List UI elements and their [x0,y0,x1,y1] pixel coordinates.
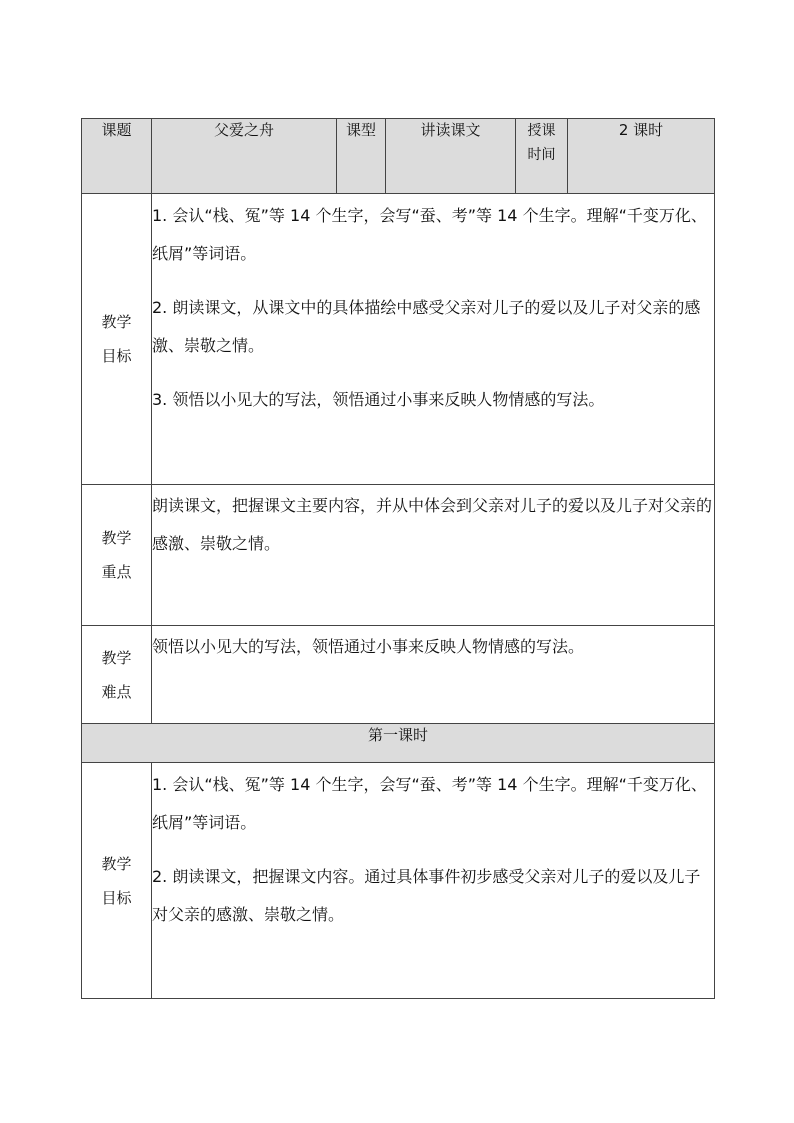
time-label [516,119,568,194]
lesson1-header-row [82,724,715,763]
key-points-label-line2: 重点 [101,563,132,581]
objectives-label [82,194,152,485]
key-points-text: 朗读课文，把握课文主要内容，并从中体会到父亲对儿子的爱以及儿子对父亲的感激、崇敬之情。 [152,496,713,553]
topic-value: 父爱之舟 [152,119,337,194]
topic-label: 课题 [82,119,152,194]
key-points-label-line1: 教学 [101,529,132,547]
time-label-line1: 授课 [527,123,556,139]
lesson-plan-table [81,118,715,999]
lesson1-objectives-content [152,763,715,999]
key-points-label [82,485,152,626]
lesson1-objective-item: 2. 朗读课文，把握课文内容。通过具体事件初步感受父亲对儿子的爱以及儿子对父亲的感激、崇敬之情。 [152,867,701,924]
objectives-row [82,194,715,485]
difficulties-label [82,626,152,724]
lesson1-objective-item: 1. 会认“栈、冤”等 14 个生字，会写“蚕、考”等 14 个生字。理解“千变万化、纸屑”等词语。 [152,775,707,832]
objective-item: 3. 领悟以小见大的写法，领悟通过小事来反映人物情感的写法。 [152,390,605,409]
time-label-line2: 时间 [527,147,556,163]
lesson1-title: 第一课时 [82,724,715,763]
objective-item: 2. 朗读课文，从课文中的具体描绘中感受父亲对儿子的爱以及儿子对父亲的感激、崇敬之情。 [152,298,701,355]
header-row [82,119,715,194]
objective-item: 1. 会认“栈、冤”等 14 个生字，会写“蚕、考”等 14 个生字。理解“千变万化、纸屑”等词语。 [152,206,707,263]
type-label: 课型 [337,119,386,194]
difficulties-label-line1: 教学 [101,648,132,667]
objectives-content [152,194,715,485]
lesson1-objectives-row [82,763,715,999]
key-points-row [82,485,715,626]
lesson1-objectives-label [82,763,152,999]
type-value: 讲读课文 [386,119,516,194]
difficulties-content [152,626,715,724]
lesson1-objectives-label-line2: 目标 [101,888,132,907]
difficulties-row [82,626,715,724]
duration-value: 2 课时 [568,119,715,194]
difficulties-label-line2: 难点 [101,682,132,701]
difficulties-text: 领悟以小见大的写法，领悟通过小事来反映人物情感的写法。 [152,637,585,656]
lesson1-objectives-label-line1: 教学 [101,854,132,873]
key-points-content [152,485,715,626]
objectives-label-line1: 教学 [101,313,132,331]
objectives-label-line2: 目标 [101,347,132,365]
